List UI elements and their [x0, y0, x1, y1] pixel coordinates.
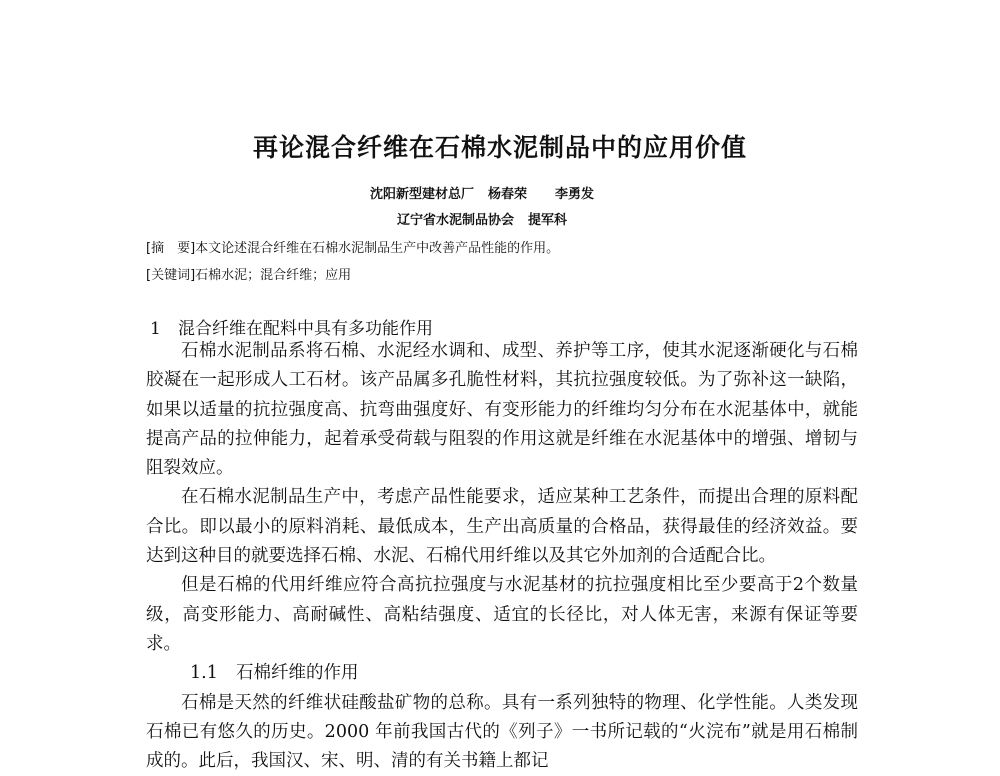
abstract: [摘 要]本文论述混合纤维在石棉水泥制品生产中改善产品性能的作用。	[146, 241, 560, 256]
paragraph: 但是石棉的代用纤维应符合高抗拉强度与水泥基材的抗拉强度相比至少要高于2个数量级，高变形能力、高耐碱性、高粘结强度、适宜的长径比，对人体无害，来源有保证等要求。	[146, 575, 858, 654]
section-title: 混合纤维在配料中具有多功能作用	[178, 319, 433, 339]
keywords: [关键词]石棉水泥；混合纤维；应用	[146, 268, 352, 283]
body-text	[146, 337, 858, 776]
subsection-1-1-heading	[146, 659, 858, 688]
author-name-3: 提军科	[528, 213, 568, 228]
author-line-1	[370, 183, 594, 202]
affiliation-2: 辽宁省水泥制品协会	[397, 213, 515, 228]
paragraph: 石棉水泥制品系将石棉、水泥经水调和、成型、养护等工序，使其水泥逐渐硬化与石棉胶凝在一起形成人工石材。该产品属多孔脆性材料，其抗拉强度较低。为了弥补这一缺陷，如果以适量的抗拉强度高、抗弯曲强度好、有变形能力的纤维均匀分布在水泥基体中，就能提高产品的拉伸能力，起着承受荷载与阻裂的作用这就是纤维在水泥基体中的增强、增韧与阻裂效应。	[146, 341, 858, 479]
affiliation-1: 沈阳新型建材总厂	[370, 187, 475, 202]
author-name-2: 李勇发	[555, 187, 595, 202]
paragraph: 在石棉水泥制品生产中，考虑产品性能要求，适应某种工艺条件，而提出合理的原料配合比。即以最小的原料消耗、最低成本，生产出高质量的合格品，获得最佳的经济效益。要达到这种目的就要选择石棉、水泥、石棉代用纤维以及其它外加剂的合适配合比。	[146, 487, 858, 567]
section-1-heading	[150, 314, 433, 339]
subsection-title: 石棉纤维的作用	[236, 663, 359, 684]
section-number: 1	[150, 319, 161, 339]
subsection-number: 1.1	[190, 663, 218, 684]
author-name-1: 杨春荣	[488, 187, 528, 202]
author-line-2	[397, 209, 567, 228]
page-title: 再论混合纤维在石棉水泥制品中的应用价值	[252, 133, 747, 162]
paragraph: 石棉是天然的纤维状硅酸盐矿物的总称。具有一系列独特的物理、化学性能。人类发现石棉已有悠久的历史。2000 年前我国古代的《列子》一书所记载的“火浣布”就是用石棉制成的。此后，我国汉、宋、明、清的有关书籍上都记	[146, 692, 858, 772]
